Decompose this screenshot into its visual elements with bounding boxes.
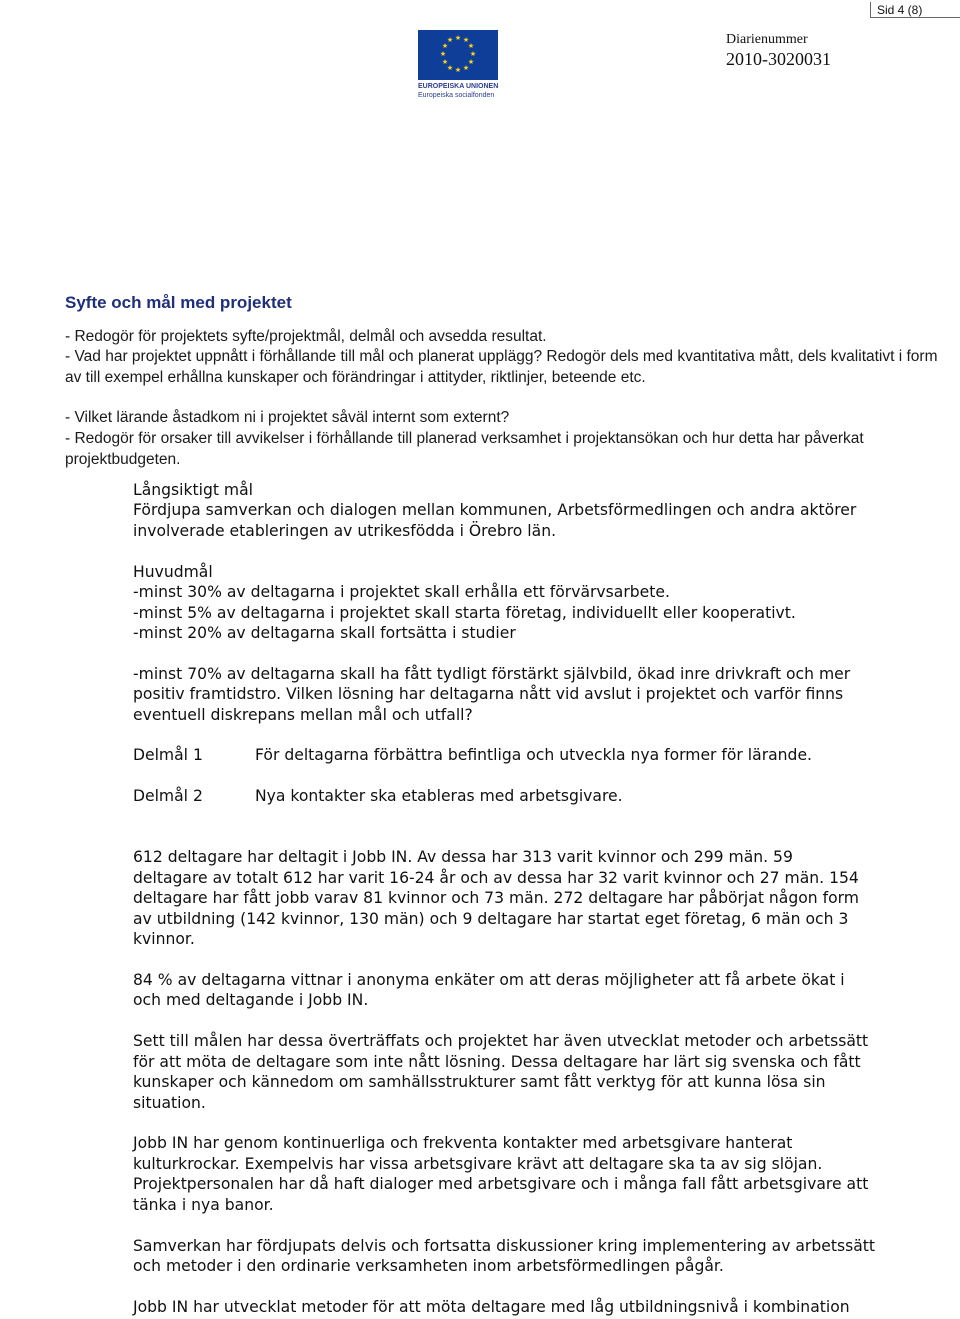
body-text-line: Sett till målen har dessa överträffats och projektet har även utvecklat metoder och arbetssätt [133, 1032, 869, 1050]
body-text-line: -minst 5% av deltagarna i projektet skall starta företag, individuellt eller kooperativt. [133, 604, 796, 622]
body-text-line: -minst 20% av deltagarna skall fortsätta i studier [133, 624, 516, 642]
logo-text-line1: EUROPEISKA UNIONEN [418, 83, 499, 90]
body-text-line: deltagare har fått jobb varav 81 kvinnor och 73 män. 272 deltagare har påbörjat någon form [133, 889, 859, 907]
body-text-line: kunskaper och kännedom om samhällsstrukturer samt fått verktyg för att kunna lösa sin [133, 1073, 826, 1091]
body-text-line: tänka i nya banor. [133, 1196, 274, 1214]
svg-text:★: ★ [454, 66, 462, 74]
svg-text:★: ★ [467, 58, 475, 66]
instruction-item: - Redogör för projektets syfte/projektmål, delmål och avsedda resultat. [65, 328, 547, 345]
instruction-item: - Vilket lärande åstadkom ni i projektet såväl internt som externt? [65, 409, 510, 426]
svg-text:★: ★ [441, 58, 449, 66]
section-heading: Syfte och mål med projektet [65, 293, 292, 312]
body-text-line: 84 % av deltagarna vittnar i anonyma enkäter om att deras möjligheter att få arbete ökat i [133, 971, 845, 989]
main-goal-heading: Huvudmål [133, 563, 213, 581]
svg-text:★: ★ [462, 36, 470, 44]
body-text-line: positiv framtidstro. Vilken lösning har deltagarna nått vid avslut i projektet och varför finns [133, 685, 844, 703]
body-text-line: deltagare av totalt 612 har varit 16-24 år och av dessa har 32 varit kvinnor och 27 män. 154 [133, 869, 859, 887]
page-number: Sid 4 (8) [870, 2, 960, 18]
svg-text:★: ★ [446, 64, 454, 72]
eu-flag-icon [418, 30, 498, 80]
eu-logo [418, 30, 498, 102]
diarie-value: 2010-3020031 [726, 49, 831, 69]
body-text-line: och metoder i den ordinarie verksamheten inom arbetsförmedlingen pågår. [133, 1257, 724, 1275]
svg-text:★: ★ [454, 34, 462, 42]
body-text-line: -minst 70% av deltagarna skall ha fått tydligt förstärkt självbild, ökad inre drivkraft och mer [133, 665, 851, 683]
svg-text:★: ★ [467, 42, 475, 50]
long-term-goal-heading: Långsiktigt mål [133, 481, 254, 499]
body-text-line: kvinnor. [133, 930, 195, 948]
instruction-item: - Redogör för orsaker till avvikelser i förhållande till planerad verksamhet i projektansökan och hur detta har påverkat projektbudgeten. [65, 430, 864, 468]
svg-text:★: ★ [441, 42, 449, 50]
logo-text-line2: Europeiska socialfonden [418, 92, 495, 99]
body-text-line: av utbildning (142 kvinnor, 130 män) och 9 deltagare har startat eget företag, 6 män och 3 [133, 910, 849, 928]
body-text-line: Jobb IN har genom kontinuerliga och frekventa kontakter med arbetsgivare hanterat [133, 1134, 793, 1152]
instruction-item: - Vad har projektet uppnått i förhållande till mål och planerat upplägg? Redogör dels med kvantitativa mått, dels kvalitativt i form av till exempel erhållna kunskaper och förändringar i attityder, riktlinjer, beteende etc. [65, 348, 938, 386]
body-text-line: Samverkan har fördjupats delvis och fortsatta diskussioner kring implementering av arbetssätt [133, 1237, 875, 1255]
svg-text:★: ★ [439, 50, 447, 58]
svg-text:★: ★ [462, 64, 470, 72]
body-text-line: Jobb IN har utvecklat metoder för att möta deltagare med låg utbildningsnivå i kombination [133, 1298, 850, 1316]
body-text-line: för att möta de deltagare som inte nått lösning. Dessa deltagare har lärt sig svenska och fått [133, 1053, 861, 1071]
svg-text:★: ★ [446, 36, 454, 44]
subgoal-text: För deltagarna förbättra befintliga och utveckla nya former för lärande. [255, 746, 812, 764]
body-text-line: situation. [133, 1094, 206, 1112]
body-text-line: eventuell diskrepans mellan mål och utfall? [133, 706, 473, 724]
body-text-line: och med deltagande i Jobb IN. [133, 991, 369, 1009]
body-text-line: involverade etableringen av utrikesfödda i Örebro län. [133, 522, 557, 540]
subgoal-text: Nya kontakter ska etableras med arbetsgivare. [255, 787, 623, 805]
diarie-label: Diarienummer [726, 32, 808, 47]
subgoal-label: Delmål 1 [133, 746, 203, 764]
body-text-line: Fördjupa samverkan och dialogen mellan kommunen, Arbetsförmedlingen och andra aktörer [133, 501, 857, 519]
body-text-line: 612 deltagare har deltagit i Jobb IN. Av dessa har 313 varit kvinnor och 299 män. 59 [133, 848, 793, 866]
body-text-line: -minst 30% av deltagarna i projektet skall erhålla ett förvärvsarbete. [133, 583, 670, 601]
subgoal-label: Delmål 2 [133, 787, 203, 805]
body-text-line: Projektpersonalen har då haft dialoger med arbetsgivare och i många fall fått arbetsgivare att [133, 1175, 869, 1193]
body-text-line: kulturkrockar. Exempelvis har vissa arbetsgivare krävt att deltagare ska ta av sig slöjan. [133, 1155, 823, 1173]
svg-text:★: ★ [469, 50, 477, 58]
